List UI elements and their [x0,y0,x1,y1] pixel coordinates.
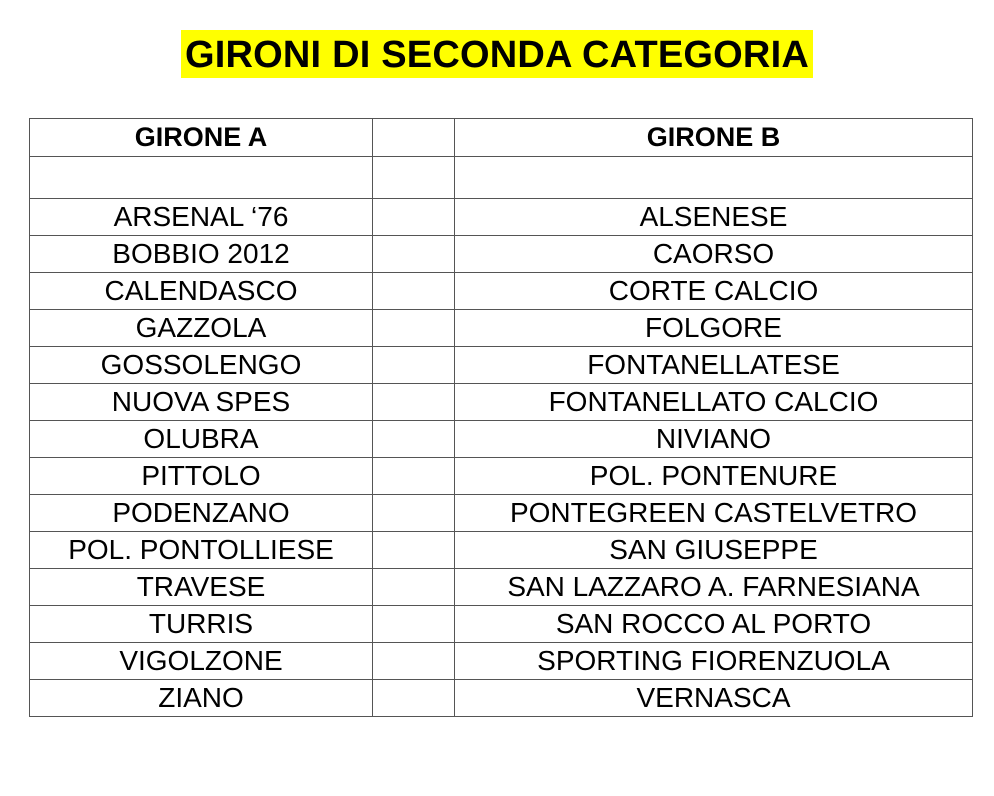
table-header-row [30,119,973,157]
spacer-cell [373,199,455,236]
team-girone-a: POL. PONTOLLIESE [30,532,373,569]
spacer-cell [373,606,455,643]
title-wrapper [0,30,994,78]
team-girone-a: OLUBRA [30,421,373,458]
table-row [30,680,973,717]
team-girone-b: PONTEGREEN CASTELVETRO [455,495,973,532]
table-row [30,569,973,606]
team-girone-a: ARSENAL ‘76 [30,199,373,236]
table-row [30,532,973,569]
team-girone-b: SPORTING FIORENZUOLA [455,643,973,680]
team-girone-a: TURRIS [30,606,373,643]
team-girone-a: NUOVA SPES [30,384,373,421]
page-title: GIRONI DI SECONDA CATEGORIA [181,30,813,78]
table-row [30,199,973,236]
team-girone-a: TRAVESE [30,569,373,606]
team-girone-b: SAN ROCCO AL PORTO [455,606,973,643]
empty-row [30,157,973,199]
table-row [30,643,973,680]
table-row [30,236,973,273]
spacer-cell [373,643,455,680]
table-row [30,421,973,458]
header-girone-b: GIRONE B [455,119,973,157]
spacer-cell [373,532,455,569]
empty-cell [373,157,455,199]
team-girone-b: SAN LAZZARO A. FARNESIANA [455,569,973,606]
team-girone-b: FONTANELLATESE [455,347,973,384]
team-girone-a: PODENZANO [30,495,373,532]
spacer-cell [373,495,455,532]
team-girone-b: FOLGORE [455,310,973,347]
team-girone-a: GOSSOLENGO [30,347,373,384]
empty-cell [455,157,973,199]
table-row [30,384,973,421]
header-spacer-cell [373,119,455,157]
team-girone-b: FONTANELLATO CALCIO [455,384,973,421]
table-row [30,347,973,384]
table-row [30,273,973,310]
team-girone-a: PITTOLO [30,458,373,495]
team-girone-a: ZIANO [30,680,373,717]
spacer-cell [373,310,455,347]
team-girone-b: CORTE CALCIO [455,273,973,310]
team-girone-b: VERNASCA [455,680,973,717]
spacer-cell [373,421,455,458]
table-row [30,310,973,347]
spacer-cell [373,384,455,421]
empty-cell [30,157,373,199]
spacer-cell [373,680,455,717]
spacer-cell [373,569,455,606]
spacer-cell [373,236,455,273]
team-girone-b: SAN GIUSEPPE [455,532,973,569]
groups-table-body [30,119,973,717]
spacer-cell [373,347,455,384]
team-girone-b: NIVIANO [455,421,973,458]
team-girone-b: ALSENESE [455,199,973,236]
table-row [30,495,973,532]
spacer-cell [373,458,455,495]
table-row [30,606,973,643]
team-girone-b: CAORSO [455,236,973,273]
groups-table [29,118,973,717]
table-row [30,458,973,495]
team-girone-a: CALENDASCO [30,273,373,310]
spacer-cell [373,273,455,310]
team-girone-b: POL. PONTENURE [455,458,973,495]
team-girone-a: BOBBIO 2012 [30,236,373,273]
header-girone-a: GIRONE A [30,119,373,157]
team-girone-a: VIGOLZONE [30,643,373,680]
team-girone-a: GAZZOLA [30,310,373,347]
